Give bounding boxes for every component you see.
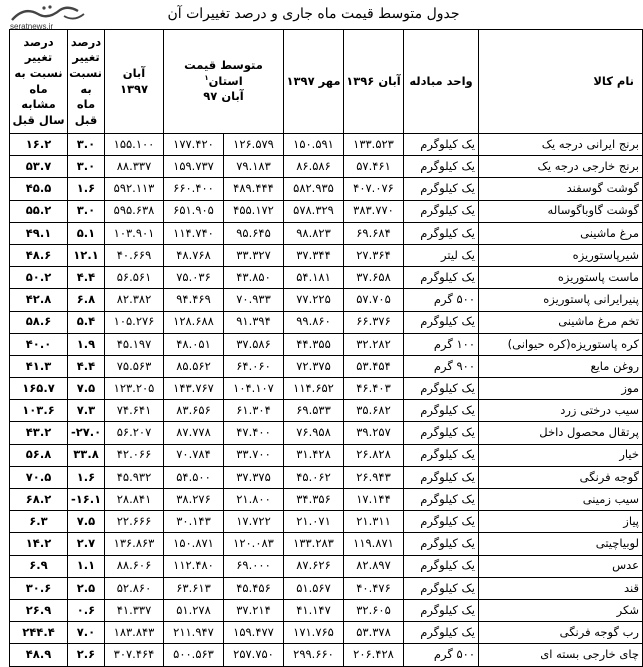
cell-aban96: ۲۷.۳۶۴	[344, 244, 404, 266]
cell-aban96: ۲۱.۳۱۱	[344, 511, 404, 533]
cell-province-b: ۳۰.۱۴۳	[164, 511, 224, 533]
cell-name: شکر	[479, 599, 643, 621]
cell-pct-year: ۴۳.۲	[10, 422, 68, 444]
table-row	[10, 622, 643, 644]
cell-mehr97: ۵۷۸.۳۲۹	[284, 200, 344, 222]
cell-unit: یک کیلوگرم	[404, 422, 479, 444]
table-row	[10, 400, 643, 422]
cell-name: شیرپاستوریزه	[479, 244, 643, 266]
cell-province-a: ۴۸۹.۴۴۴	[224, 178, 284, 200]
cell-province-a: ۱۲۰.۰۸۳	[224, 533, 284, 555]
cell-province-b: ۱۵۰.۸۷۱	[164, 533, 224, 555]
cell-mehr97: ۷۲.۳۷۵	[284, 355, 344, 377]
cell-pct-month: ۱.۶	[68, 466, 105, 488]
cell-aban97: ۵۲.۸۶۰	[105, 577, 164, 599]
cell-province-b: ۵۱.۲۷۸	[164, 599, 224, 621]
cell-province-a: ۲۵۷.۷۵۰	[224, 644, 284, 666]
cell-aban97: ۷۵.۵۶۳	[105, 355, 164, 377]
cell-name: عدس	[479, 555, 643, 577]
cell-province-b: ۶۳.۶۱۳	[164, 577, 224, 599]
cell-pct-month: ۰.۶	[68, 599, 105, 621]
table-row	[10, 289, 643, 311]
price-table	[9, 29, 643, 667]
table-row	[10, 644, 643, 666]
cell-unit: یک کیلوگرم	[404, 622, 479, 644]
cell-pct-year: ۴۲.۸	[10, 289, 68, 311]
header-province-sub: آبان ۹۷	[203, 89, 244, 104]
cell-pct-month: ۷.۳	[68, 400, 105, 422]
cell-mehr97: ۱۵۰.۵۹۱	[284, 134, 344, 156]
cell-aban96: ۳۲.۲۸۲	[344, 333, 404, 355]
cell-unit: یک کیلوگرم	[404, 134, 479, 156]
cell-province-b: ۴۸.۷۶۸	[164, 244, 224, 266]
table-row	[10, 444, 643, 466]
cell-aban96: ۸۲.۸۹۷	[344, 555, 404, 577]
cell-province-a: ۶۹.۰۰۰	[224, 555, 284, 577]
cell-pct-month: -۲۷.۰	[68, 422, 105, 444]
cell-unit: یک کیلوگرم	[404, 599, 479, 621]
cell-aban97: ۱۳۶.۸۶۳	[105, 533, 164, 555]
cell-aban97: ۵۹۲.۱۱۳	[105, 178, 164, 200]
cell-pct-month: ۷.۵	[68, 511, 105, 533]
cell-mehr97: ۸۶.۵۸۶	[284, 156, 344, 178]
header-aban96: آبان ۱۳۹۶	[344, 30, 404, 134]
cell-aban96: ۵۷.۴۶۱	[344, 156, 404, 178]
cell-name: خیار	[479, 444, 643, 466]
cell-aban97: ۵۶.۵۶۱	[105, 267, 164, 289]
cell-name: تخم مرغ ماشینی	[479, 311, 643, 333]
cell-aban96: ۲۰۶.۴۲۸	[344, 644, 404, 666]
cell-name: پیاز	[479, 511, 643, 533]
cell-pct-year: ۶.۹	[10, 555, 68, 577]
cell-aban97: ۵۶.۲۰۷	[105, 422, 164, 444]
cell-province-b: ۸۷.۷۷۸	[164, 422, 224, 444]
table-row	[10, 422, 643, 444]
cell-province-b: ۱۷۷.۴۲۰	[164, 134, 224, 156]
cell-name: برنج خارجی درجه یک	[479, 156, 643, 178]
table-row	[10, 466, 643, 488]
cell-aban96: ۵۳.۳۷۸	[344, 622, 404, 644]
cell-mehr97: ۴۵.۰۶۲	[284, 466, 344, 488]
cell-province-a: ۳۷.۳۷۵	[224, 466, 284, 488]
table-row	[10, 378, 643, 400]
cell-mehr97: ۲۹۹.۶۶۰	[284, 644, 344, 666]
cell-province-a: ۴۵.۴۵۶	[224, 577, 284, 599]
cell-pct-year: ۲۴۴.۴	[10, 622, 68, 644]
table-row	[10, 533, 643, 555]
cell-aban96: ۲۶.۸۲۸	[344, 444, 404, 466]
header-row	[10, 30, 643, 134]
cell-aban96: ۴۶.۴۰۳	[344, 378, 404, 400]
cell-province-a: ۷۰.۹۳۳	[224, 289, 284, 311]
header-unit: واحد مبادله	[404, 30, 479, 134]
cell-name: چای خارجی بسته ای	[479, 644, 643, 666]
header-province	[164, 30, 284, 134]
cell-pct-year: ۲۶.۹	[10, 599, 68, 621]
cell-province-b: ۴۸.۰۵۱	[164, 333, 224, 355]
cell-pct-month: ۷.۰	[68, 622, 105, 644]
cell-province-a: ۳۷.۲۱۴	[224, 599, 284, 621]
table-row	[10, 244, 643, 266]
cell-aban96: ۳۸۳.۷۷۰	[344, 200, 404, 222]
cell-unit: یک کیلوگرم	[404, 489, 479, 511]
cell-unit: یک کیلوگرم	[404, 466, 479, 488]
cell-unit: یک کیلوگرم	[404, 200, 479, 222]
cell-province-a: ۱۵۹.۴۷۷	[224, 622, 284, 644]
table-row	[10, 355, 643, 377]
cell-province-a: ۴۷.۴۰۰	[224, 422, 284, 444]
cell-unit: یک کیلوگرم	[404, 156, 479, 178]
table-row	[10, 333, 643, 355]
cell-aban97: ۱۰۵.۲۷۶	[105, 311, 164, 333]
cell-province-b: ۵۴.۵۰۰	[164, 466, 224, 488]
cell-province-a: ۶۴.۰۶۰	[224, 355, 284, 377]
cell-mehr97: ۴۱.۱۴۷	[284, 599, 344, 621]
cell-mehr97: ۷۶.۹۵۸	[284, 422, 344, 444]
cell-pct-month: ۳.۰	[68, 134, 105, 156]
cell-province-b: ۱۱۴.۷۴۰	[164, 222, 224, 244]
cell-pct-year: ۵۸.۶	[10, 311, 68, 333]
cell-name: رب گوجه فرنگی	[479, 622, 643, 644]
cell-pct-month: ۲.۵	[68, 577, 105, 599]
cell-pct-month: ۱.۱	[68, 555, 105, 577]
cell-province-b: ۶۵۱.۹۰۵	[164, 200, 224, 222]
cell-province-b: ۸۳.۶۵۶	[164, 400, 224, 422]
cell-unit: یک کیلوگرم	[404, 400, 479, 422]
table-row	[10, 511, 643, 533]
cell-name: موز	[479, 378, 643, 400]
cell-pct-month: ۷.۵	[68, 378, 105, 400]
header-mehr97: مهر ۱۳۹۷	[284, 30, 344, 134]
cell-unit: یک کیلوگرم	[404, 533, 479, 555]
cell-mehr97: ۹۹.۸۶۰	[284, 311, 344, 333]
cell-province-b: ۸۵.۵۶۲	[164, 355, 224, 377]
cell-aban96: ۶۹.۶۸۴	[344, 222, 404, 244]
cell-name: قند	[479, 577, 643, 599]
cell-aban97: ۴۰.۶۶۹	[105, 244, 164, 266]
cell-aban96: ۶۶.۳۷۶	[344, 311, 404, 333]
cell-pct-month: ۱۲.۱	[68, 244, 105, 266]
cell-province-a: ۴۳.۸۵۰	[224, 267, 284, 289]
cell-aban97: ۳۰۷.۴۶۴	[105, 644, 164, 666]
table-row	[10, 267, 643, 289]
cell-aban97: ۴۵.۹۳۲	[105, 466, 164, 488]
table-row	[10, 156, 643, 178]
logo-text: seratnews.ir	[10, 22, 54, 31]
cell-pct-month: ۳.۰	[68, 200, 105, 222]
cell-pct-year: ۴۰.۰	[10, 333, 68, 355]
cell-pct-month: ۱.۹	[68, 333, 105, 355]
cell-pct-year: ۶.۳	[10, 511, 68, 533]
cell-pct-year: ۴۹.۱	[10, 222, 68, 244]
header-pct-year: درصد تغییر نسبت به ماه مشابه سال قبل	[10, 30, 68, 134]
cell-mehr97: ۵۱.۵۶۷	[284, 577, 344, 599]
cell-pct-year: ۵۳.۷	[10, 156, 68, 178]
cell-aban96: ۵۳.۴۵۴	[344, 355, 404, 377]
cell-pct-year: ۶۸.۲	[10, 489, 68, 511]
cell-mehr97: ۲۱.۰۷۱	[284, 511, 344, 533]
cell-pct-month: -۱۶.۱	[68, 489, 105, 511]
cell-aban96: ۵۷.۷۰۵	[344, 289, 404, 311]
cell-province-b: ۱۱۲.۴۸۰	[164, 555, 224, 577]
cell-aban96: ۳۲.۶۰۵	[344, 599, 404, 621]
cell-unit: یک کیلوگرم	[404, 444, 479, 466]
cell-pct-year: ۴۱.۳	[10, 355, 68, 377]
cell-pct-month: ۶.۸	[68, 289, 105, 311]
cell-name: روغن مایع	[479, 355, 643, 377]
cell-mehr97: ۶۹.۵۳۳	[284, 400, 344, 422]
cell-province-b: ۱۵۹.۷۳۷	[164, 156, 224, 178]
cell-name: گوشت گاوباگوساله	[479, 200, 643, 222]
cell-name: برنج ایرانی درجه یک	[479, 134, 643, 156]
cell-pct-year: ۷۰.۵	[10, 466, 68, 488]
cell-aban96: ۳۵.۶۸۲	[344, 400, 404, 422]
cell-mehr97: ۱۷۱.۷۶۵	[284, 622, 344, 644]
cell-mehr97: ۳۱.۴۲۸	[284, 444, 344, 466]
cell-unit: یک لیتر	[404, 244, 479, 266]
table-row	[10, 200, 643, 222]
cell-unit: ۹۰۰ گرم	[404, 355, 479, 377]
cell-pct-year: ۱۴.۲	[10, 533, 68, 555]
cell-aban97: ۱۸۳.۸۴۳	[105, 622, 164, 644]
page-title: جدول متوسط قیمت ماه جاری و درصد تغییرات آن	[167, 6, 460, 22]
cell-name: گوشت گوسفند	[479, 178, 643, 200]
cell-pct-year: ۱۶.۲	[10, 134, 68, 156]
cell-province-a: ۳۳.۳۲۷	[224, 244, 284, 266]
cell-aban96: ۱۱۹.۸۷۱	[344, 533, 404, 555]
cell-province-a: ۶۱.۳۰۴	[224, 400, 284, 422]
cell-name: گوجه فرنگی	[479, 466, 643, 488]
table-row	[10, 222, 643, 244]
cell-mehr97: ۱۱۴.۶۵۲	[284, 378, 344, 400]
header-pct-month: درصد تغییر نسبت به ماه قبل	[68, 30, 105, 134]
cell-aban97: ۸۸.۶۰۶	[105, 555, 164, 577]
cell-name: لوبیاچیتی	[479, 533, 643, 555]
cell-mehr97: ۳۴.۳۵۶	[284, 489, 344, 511]
cell-unit: یک کیلوگرم	[404, 311, 479, 333]
cell-unit: یک کیلوگرم	[404, 178, 479, 200]
cell-province-b: ۷۵.۰۳۶	[164, 267, 224, 289]
cell-name: مرغ ماشینی	[479, 222, 643, 244]
cell-province-a: ۳۳.۷۰۰	[224, 444, 284, 466]
cell-name: سیب درختی زرد	[479, 400, 643, 422]
cell-pct-year: ۵۵.۲	[10, 200, 68, 222]
cell-aban97: ۲۸.۸۴۱	[105, 489, 164, 511]
cell-aban96: ۱۳۳.۵۲۳	[344, 134, 404, 156]
cell-mehr97: ۸۷.۶۲۶	[284, 555, 344, 577]
table-row	[10, 489, 643, 511]
header-name: نام کالا	[479, 30, 643, 134]
cell-pct-month: ۳.۰	[68, 156, 105, 178]
cell-pct-year: ۴۵.۵	[10, 178, 68, 200]
table-row	[10, 577, 643, 599]
cell-aban96: ۴۰.۴۷۶	[344, 577, 404, 599]
cell-aban96: ۱۷.۱۴۴	[344, 489, 404, 511]
cell-aban97: ۱۵۵.۱۰۰	[105, 134, 164, 156]
cell-province-b: ۱۲۸.۶۸۸	[164, 311, 224, 333]
cell-aban97: ۸۲.۳۸۲	[105, 289, 164, 311]
table-row	[10, 178, 643, 200]
cell-pct-year: ۱۰۳.۶	[10, 400, 68, 422]
cell-name: کره پاستوریزه(کره حیوانی)	[479, 333, 643, 355]
table-row	[10, 134, 643, 156]
cell-province-a: ۹۵.۶۴۵	[224, 222, 284, 244]
cell-pct-year: ۵۶.۸	[10, 444, 68, 466]
cell-unit: یک کیلوگرم	[404, 378, 479, 400]
cell-pct-month: ۵.۱	[68, 222, 105, 244]
cell-province-b: ۷۰.۷۸۴	[164, 444, 224, 466]
cell-province-a: ۱۰۴.۱۰۷	[224, 378, 284, 400]
cell-aban97: ۷۴.۶۴۱	[105, 400, 164, 422]
header-province-title: متوسط قیمت استان	[184, 58, 263, 88]
cell-unit: ۵۰۰ گرم	[404, 289, 479, 311]
header-aban97: آبان ۱۳۹۷	[105, 30, 164, 134]
cell-province-a: ۳۷.۵۸۶	[224, 333, 284, 355]
cell-mehr97: ۷۷.۲۲۵	[284, 289, 344, 311]
cell-name: سیب زمینی	[479, 489, 643, 511]
cell-aban96: ۳۹.۲۵۷	[344, 422, 404, 444]
cell-province-a: ۱۷.۷۲۲	[224, 511, 284, 533]
cell-aban97: ۸۸.۳۳۷	[105, 156, 164, 178]
table-body	[10, 134, 643, 667]
cell-pct-month: ۱.۶	[68, 178, 105, 200]
table-row	[10, 311, 643, 333]
cell-name: پنیرایرانی پاستوریزه	[479, 289, 643, 311]
cell-name: ماست پاستوریزه	[479, 267, 643, 289]
cell-aban97: ۴۱.۳۳۷	[105, 599, 164, 621]
cell-province-b: ۱۴۳.۷۶۷	[164, 378, 224, 400]
cell-pct-month: ۵.۴	[68, 311, 105, 333]
cell-province-b: ۵۰۰.۵۶۳	[164, 644, 224, 666]
cell-province-a: ۹۱.۳۹۴	[224, 311, 284, 333]
cell-mehr97: ۹۸.۸۲۳	[284, 222, 344, 244]
cell-aban97: ۲۲.۶۶۶	[105, 511, 164, 533]
cell-pct-year: ۱۶۵.۷	[10, 378, 68, 400]
cell-name: پرتقال محصول داخل	[479, 422, 643, 444]
cell-unit: یک کیلوگرم	[404, 222, 479, 244]
cell-unit: یک کیلوگرم	[404, 511, 479, 533]
cell-aban96: ۴۰۷.۰۷۶	[344, 178, 404, 200]
cell-pct-month: ۲.۷	[68, 533, 105, 555]
cell-unit: یک کیلوگرم	[404, 555, 479, 577]
cell-mehr97: ۵۴.۱۸۱	[284, 267, 344, 289]
cell-unit: یک کیلوگرم	[404, 577, 479, 599]
cell-pct-month: ۲.۶	[68, 644, 105, 666]
cell-province-a: ۴۵۵.۱۷۲	[224, 200, 284, 222]
cell-aban96: ۲۶.۹۴۳	[344, 466, 404, 488]
cell-unit: ۱۰۰ گرم	[404, 333, 479, 355]
cell-province-b: ۹۴.۴۶۹	[164, 289, 224, 311]
cell-province-b: ۳۸.۲۷۶	[164, 489, 224, 511]
cell-pct-month: ۴.۴	[68, 355, 105, 377]
cell-aban97: ۴۵.۱۹۷	[105, 333, 164, 355]
cell-province-a: ۷۹.۱۸۳	[224, 156, 284, 178]
cell-pct-year: ۵۰.۲	[10, 267, 68, 289]
cell-mehr97: ۱۳۳.۲۸۳	[284, 533, 344, 555]
cell-pct-year: ۴۸.۶	[10, 244, 68, 266]
cell-mehr97: ۴۴.۳۵۵	[284, 333, 344, 355]
cell-pct-month: ۴.۴	[68, 267, 105, 289]
cell-aban97: ۱۲۳.۲۰۵	[105, 378, 164, 400]
cell-mehr97: ۳۷.۳۴۴	[284, 244, 344, 266]
cell-aban97: ۵۹۵.۶۳۸	[105, 200, 164, 222]
cell-province-a: ۲۱.۸۰۰	[224, 489, 284, 511]
cell-pct-year: ۴۸.۹	[10, 644, 68, 666]
cell-aban97: ۴۲.۰۶۶	[105, 444, 164, 466]
cell-unit: ۵۰۰ گرم	[404, 644, 479, 666]
cell-pct-year: ۳۰.۶	[10, 577, 68, 599]
cell-province-a: ۱۲۶.۵۷۹	[224, 134, 284, 156]
table-row	[10, 555, 643, 577]
table-row	[10, 599, 643, 621]
cell-unit: یک کیلوگرم	[404, 267, 479, 289]
cell-mehr97: ۵۸۲.۹۳۵	[284, 178, 344, 200]
cell-province-b: ۲۱۱.۹۴۷	[164, 622, 224, 644]
cell-aban96: ۳۷.۶۵۸	[344, 267, 404, 289]
cell-province-b: ۶۶۰.۴۰۰	[164, 178, 224, 200]
header-province-sup: ۱	[204, 73, 209, 82]
cell-pct-month: ۳۳.۸	[68, 444, 105, 466]
cell-aban97: ۱۰۳.۹۰۱	[105, 222, 164, 244]
